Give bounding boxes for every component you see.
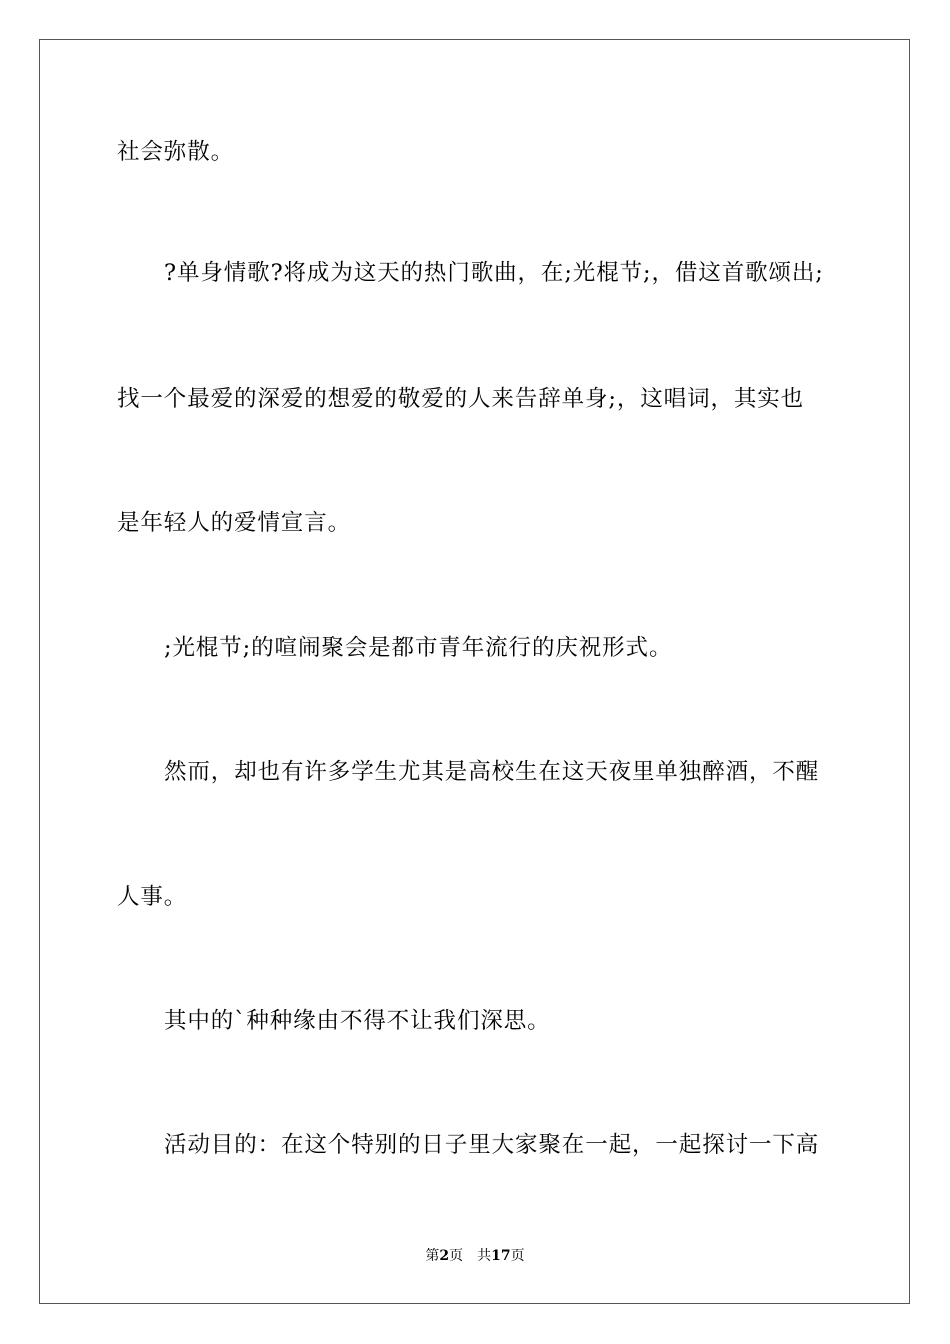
text-line-4: 是年轻人的爱情宣言。 bbox=[117, 510, 352, 536]
text-line-6: 然而，却也有许多学生尤其是高校生在这天夜里单独醉酒，不醒 bbox=[164, 759, 820, 785]
footer-total-pages: 17 bbox=[491, 1248, 511, 1264]
page-footer bbox=[0, 1246, 950, 1266]
text-line-7: 人事。 bbox=[117, 884, 188, 910]
page-border bbox=[39, 39, 910, 1304]
text-line-9: 活动目的：在这个特别的日子里大家聚在一起，一起探讨一下高 bbox=[164, 1132, 820, 1158]
text-line-3: 找一个最爱的深爱的想爱的敬爱的人来告辞单身;，这唱词，其实也 bbox=[117, 386, 805, 412]
footer-page-number: 2 bbox=[439, 1248, 450, 1264]
text-line-2: ?单身情歌?将成为这天的热门歌曲，在;光棍节;，借这首歌颂出; bbox=[164, 260, 824, 286]
footer-total-suffix: 页 bbox=[510, 1248, 525, 1264]
text-line-1: 社会弥散。 bbox=[117, 139, 235, 165]
text-line-5: ;光棍节;的喧闹聚会是都市青年流行的庆祝形式。 bbox=[164, 635, 673, 661]
footer-page-suffix: 页 bbox=[449, 1248, 464, 1264]
footer-page-prefix: 第 bbox=[425, 1248, 440, 1264]
footer-total-prefix: 共 bbox=[477, 1248, 492, 1264]
text-line-8: 其中的`种种缘由不得不让我们深思。 bbox=[164, 1008, 551, 1034]
